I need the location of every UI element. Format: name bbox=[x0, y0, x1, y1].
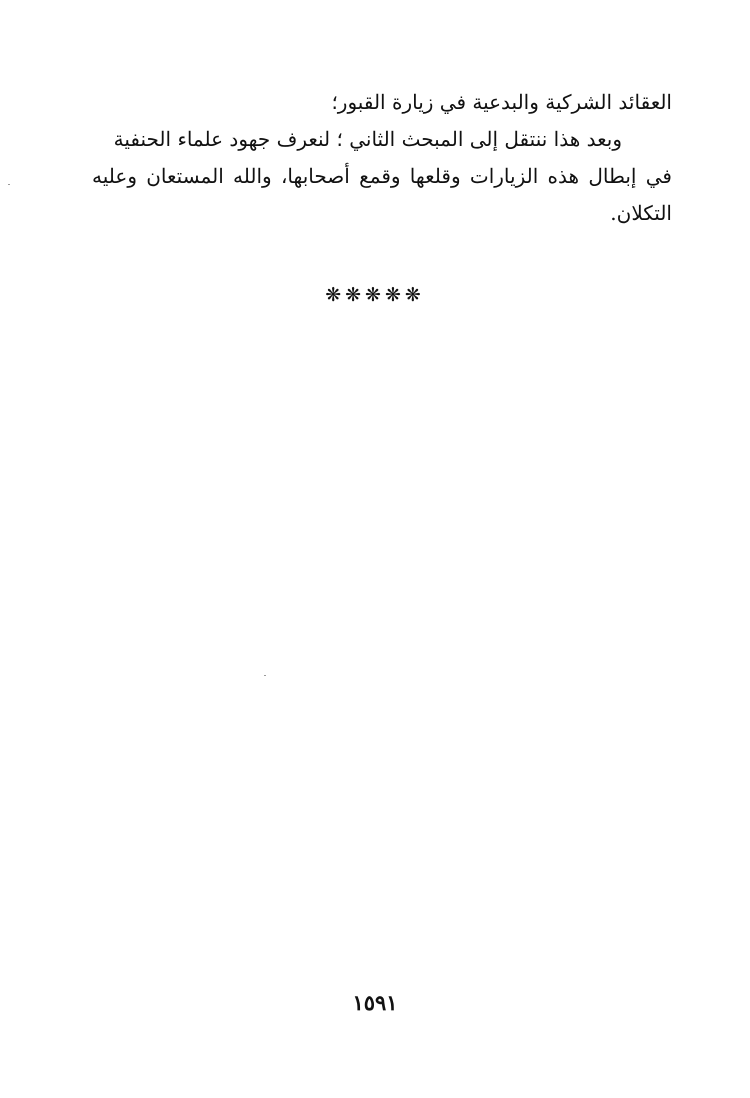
text-line-4: التكلان. bbox=[610, 201, 672, 225]
text-line-1: العقائد الشركية والبدعية في زيارة القبور؛ bbox=[331, 90, 672, 114]
text-line-3: في إبطال هذه الزيارات وقلعها وقمع أصحابها، والله المستعان وعليه bbox=[92, 164, 672, 188]
scan-speck bbox=[264, 675, 266, 676]
scan-speck bbox=[8, 184, 10, 185]
body-text bbox=[92, 84, 672, 232]
page-number: ١٥٩١ bbox=[352, 990, 398, 1015]
section-separator: ❋❋❋❋❋ bbox=[325, 284, 425, 306]
text-line-2: وبعد هذا ننتقل إلى المبحث الثاني ؛ لنعرف جهود علماء الحنفية bbox=[113, 127, 622, 151]
